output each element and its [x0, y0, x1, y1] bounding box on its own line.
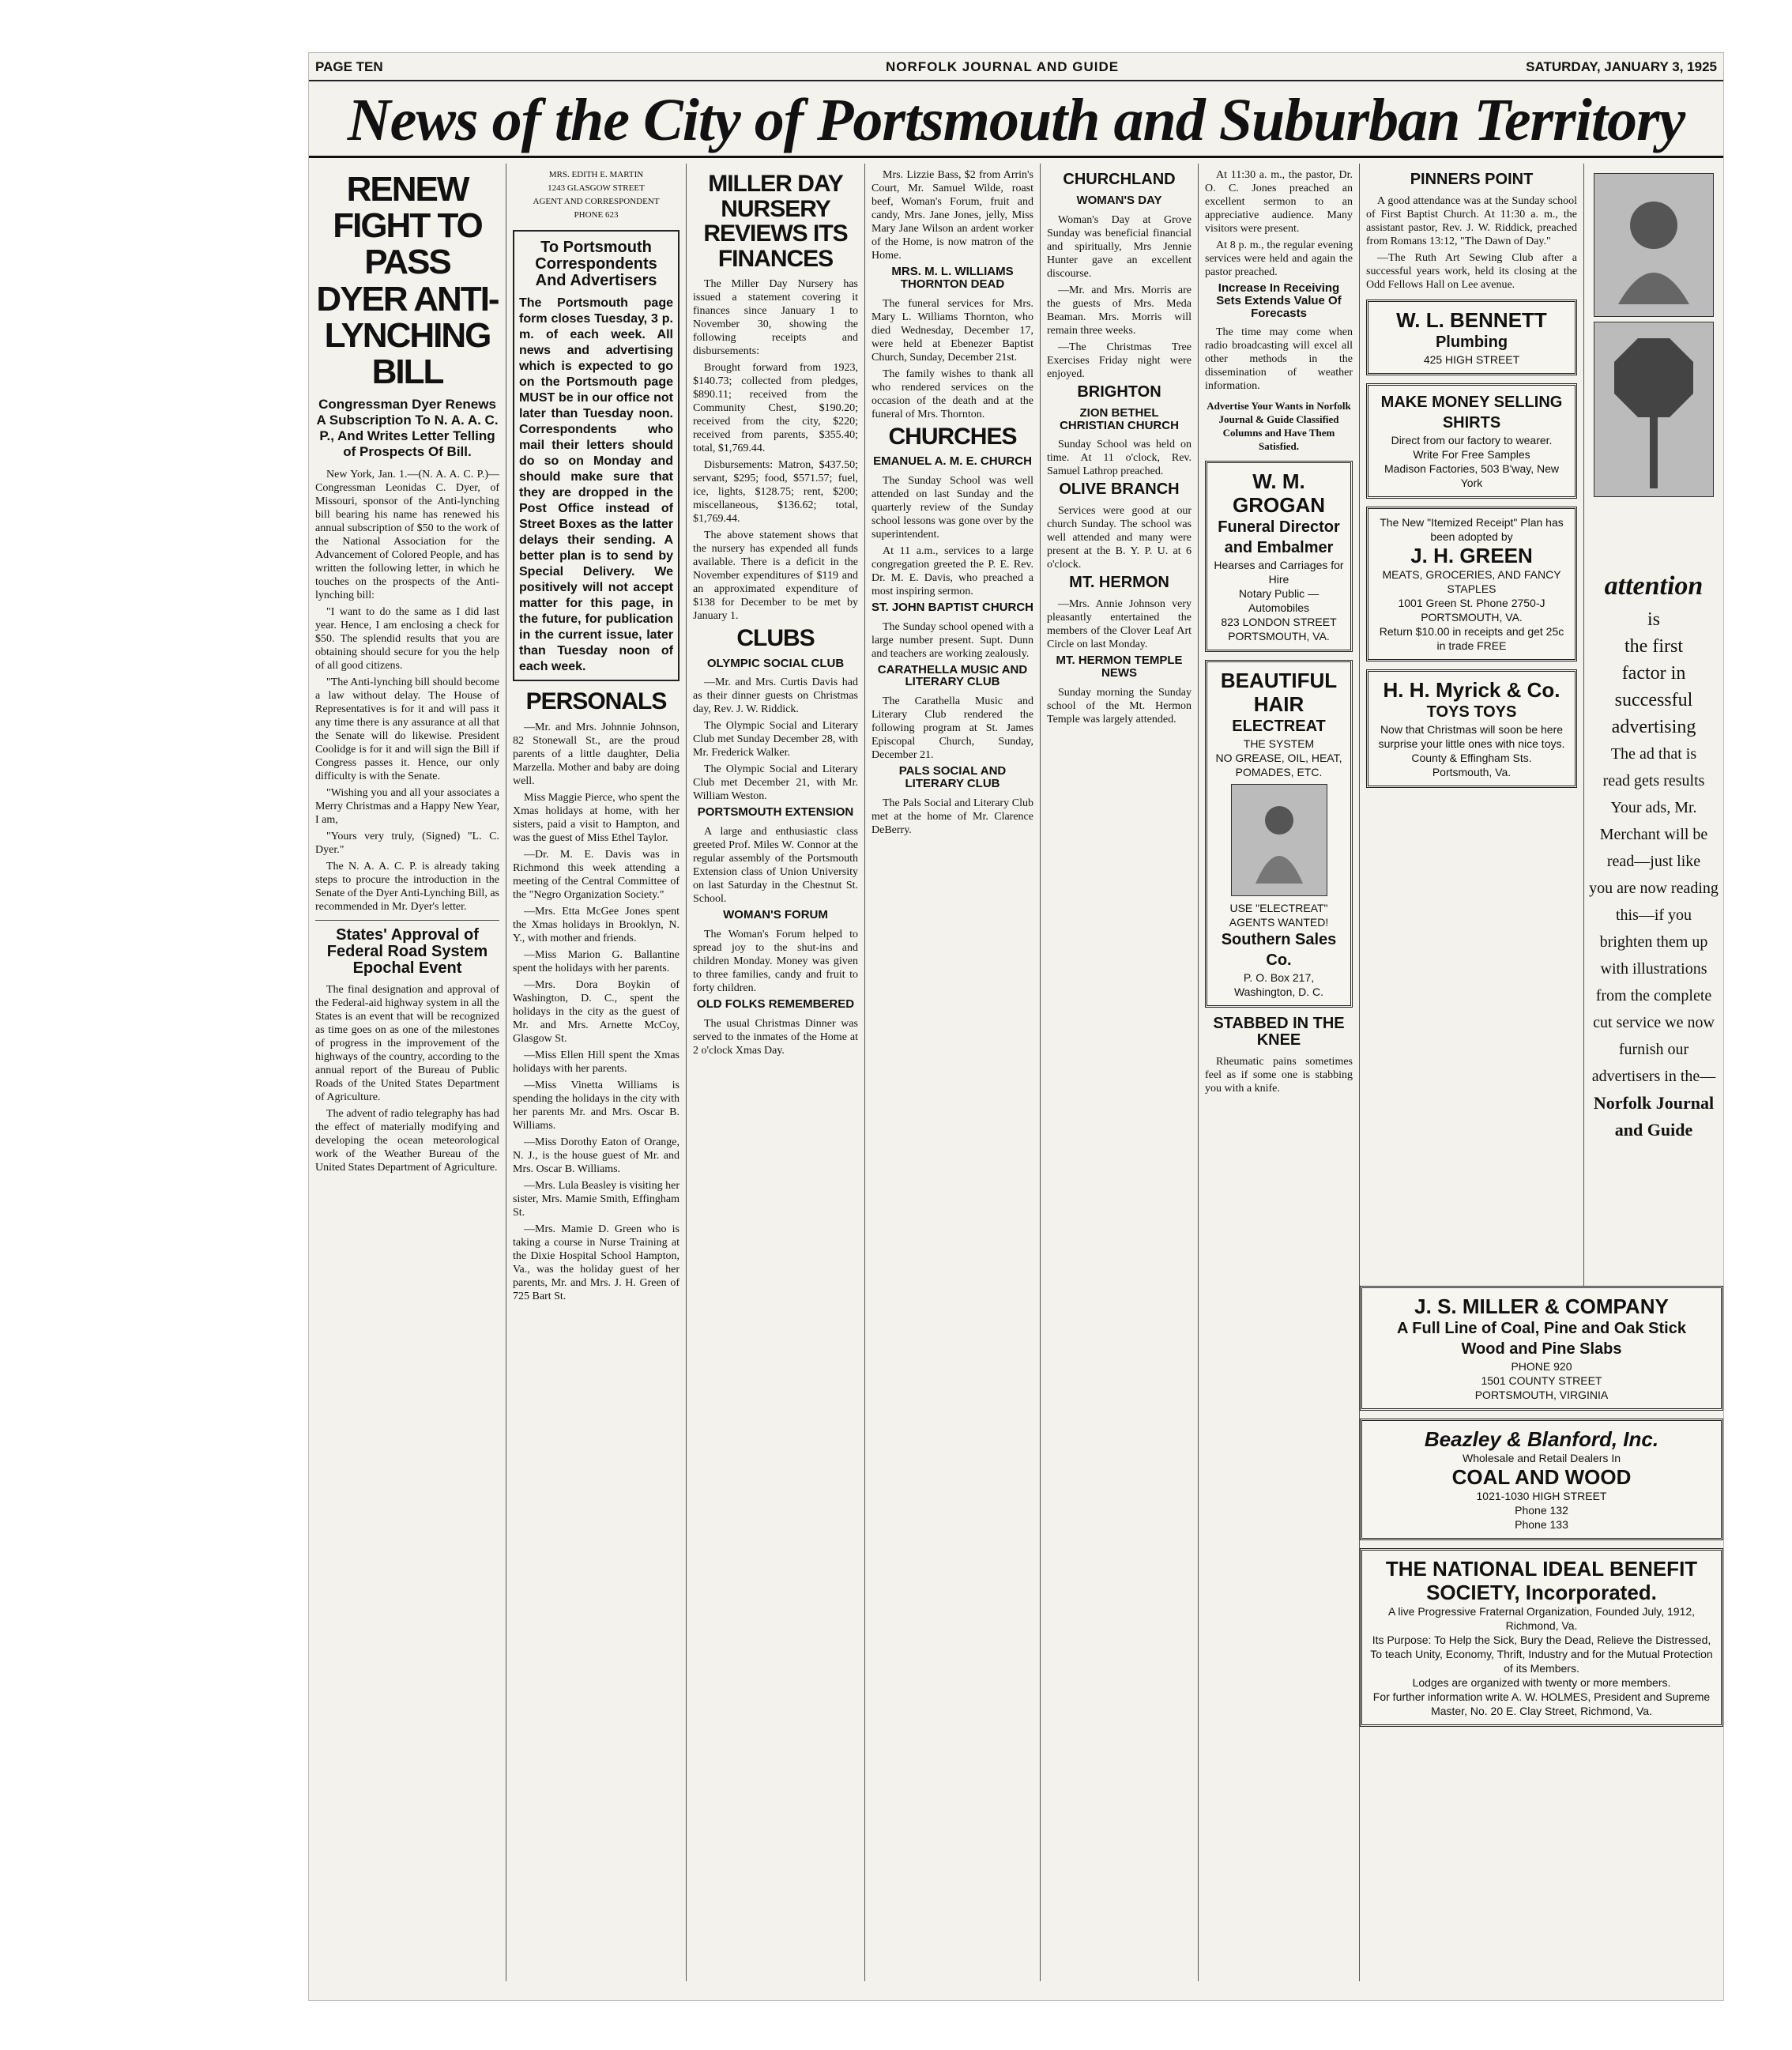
churchland-subhead: WOMAN'S DAY [1076, 194, 1162, 207]
correspondent-name: MRS. EDITH E. MARTIN [548, 170, 644, 179]
article-paragraph: "I want to do the same as I did last year. Hence, I am enclosing a check for $50. The splendid results that you are obtaining should secure for you the help of all good citizens. [315, 606, 499, 673]
olive-branch-headline: OLIVE BRANCH [1059, 480, 1180, 499]
article-paragraph: Disbursements: Matron, $437.50; servant, $295; food, $571.57; fuel, ice, lights, $128.75; rent, $200; miscellaneous, $136.62; total, $1,769.44. [693, 459, 858, 525]
article-paragraph: At 8 p. m., the regular evening services were held and again the pastor preached. [1205, 239, 1353, 278]
club-item: The Olympic Social and Literary Club met December 21, with Mr. William Weston. [693, 763, 858, 803]
article-paragraph: —The Christmas Tree Exercises Friday night were enjoyed. [1047, 341, 1192, 380]
correspondent-phone: PHONE 623 [574, 210, 619, 220]
nursery-headline: MILLER DAY NURSERY REVIEWS ITS FINANCES [703, 171, 848, 272]
club-item: —Mr. and Mrs. Curtis Davis had as their dinner guests on Christmas day, Rev. J. W. Riddick. [693, 676, 858, 716]
miller-coal-ad: J. S. MILLER & COMPANY A Full Line of Coal, Pine and Oak Stick Wood and Pine Slabs PHONE 920 1501 COUNTY STREET PORTSMOUTH, VIRGINIA [1360, 1286, 1723, 1411]
bennett-ad: W. L. BENNETT Plumbing 425 HIGH STREET [1366, 300, 1577, 375]
portrait-photo-icon [1594, 173, 1714, 317]
column-2 [506, 164, 687, 1981]
personal-item: —Miss Dorothy Eaton of Orange, N. J., is the house guest of Mr. and Mrs. Oscar B. Williams. [513, 1136, 680, 1175]
article-paragraph: "Wishing you and all your associates a Merry Christmas and a Happy New Year, I am, [315, 787, 499, 827]
wide-ads [1360, 1286, 1723, 1735]
article-paragraph: Rheumatic pains sometimes feel as if some one is stabbing you with a knife. [1205, 1056, 1353, 1095]
correspondent-address: 1243 GLASGOW STREET [548, 183, 645, 193]
brighton-subhead: ZION BETHEL CHRISTIAN CHURCH [1060, 405, 1179, 432]
issue-date: SATURDAY, JANUARY 3, 1925 [1526, 59, 1717, 74]
beazley-ad: Beazley & Blanford, Inc. Wholesale and Retail Dealers In COAL AND WOOD 1021-1030 HIGH STREET Phone 132 Phone 133 [1360, 1419, 1723, 1540]
article-paragraph: The above statement shows that the nursery has expended all funds available. There is a deficit in the November expenditures of $119 and an approximated expenditure of $138 for December to be met by January 1. [693, 529, 858, 622]
article-paragraph: At 11 a.m., services to a large congregation greeted the P. E. Rev. Dr. M. E. Davis, who preached a most inspiring sermon. [872, 545, 1033, 597]
personal-item: —Mrs. Lula Beasley is visiting her sister, Mrs. Mamie Smith, Effingham St. [513, 1179, 680, 1219]
pals-headline: PALS SOCIAL AND LITERARY CLUB [898, 764, 1007, 790]
personal-item: —Dr. M. E. Davis was in Richmond this week attending a meeting of the Central Committee of the "Negro Organization Society." [513, 848, 680, 901]
masthead [309, 53, 1723, 81]
obituary-headline: MRS. M. L. WILLIAMS THORNTON DEAD [891, 265, 1014, 291]
column-4 [865, 164, 1041, 1981]
shirts-ad: MAKE MONEY SELLING SHIRTS Direct from our factory to wearer. Write For Free Samples Madison Factories, 503 B'way, New York [1366, 383, 1577, 499]
article-paragraph: —Mr. and Mrs. Morris are the guests of Mrs. Meda Beaman. Mrs. Morris will remain three weeks. [1047, 284, 1192, 337]
article-paragraph: "Yours very truly, (Signed) "L. C. Dyer." [315, 831, 499, 857]
st-john-headline: ST. JOHN BAPTIST CHURCH [872, 600, 1034, 614]
paper-name: NORFOLK JOURNAL AND GUIDE [886, 59, 1120, 74]
club-item: The Olympic Social and Literary Club met Sunday December 28, with Mr. Frederick Walker. [693, 720, 858, 759]
article-paragraph: The Miller Day Nursery has issued a statement covering it finances since January 1 to November 30, showing the following receipts and disbursements: [693, 278, 858, 357]
article-paragraph: The family wishes to thank all who rendered services on the occasion of the death and at the funeral of Mrs. Thornton. [872, 367, 1033, 420]
grogan-title: Funeral Director and Embalmer [1218, 518, 1340, 557]
personal-item: —Miss Vinetta Williams is spending the holidays in the city with her parents Mr. and Mrs. Oscar B. Williams. [513, 1079, 680, 1132]
article-paragraph: Woman's Day at Grove Sunday was beneficial financial and spiritually, Mrs Jennie Hunter gave an excellent discourse. [1047, 213, 1192, 280]
carathella-headline: CARATHELLA MUSIC AND LITERARY CLUB [877, 662, 1028, 689]
article-paragraph: The usual Christmas Dinner was served to the inmates of the Home at 2 o'clock Xmas Day. [693, 1017, 858, 1057]
green-ad: The New "Itemized Receipt" Plan has been adopted by J. H. GREEN MEATS, GROCERIES, AND FANCY STAPLES 1001 Green St. Phone 2750-J PORTSMOUTH, VA. Return $10.00 in receipts and get 25c in trade FREE [1366, 507, 1577, 661]
personal-item: —Mrs. Dora Boykin of Washington, D. C., spent the holidays in the city as the guest of Mr. and Mrs. Arnette McCoy, Glasgow St. [513, 978, 680, 1045]
page-banner: News of the City of Portsmouth and Suburban Territory [309, 85, 1723, 158]
article-paragraph: New York, Jan. 1.—(N. A. A. C. P.)—Congressman Leonidas C. Dyer, of Missouri, sponsor of the Anti-lynching bill bearing his name has renewed his annual subscription of $50 to the work of the National Association for the Advancement of Colored People, and has written the following letter, in which he touches on the prospects of the Anti-lynching bill: [315, 469, 499, 602]
clubs-headline: CLUBS [736, 625, 815, 651]
lead-deck: Congressman Dyer Renews A Subscription To N. A. A. C. P., And Writes Letter Telling of Prospects Of Bill. [316, 397, 499, 460]
article-paragraph: —Mrs. Annie Johnson very pleasantly entertained the members of the Clover Leaf Art Circle on last Monday. [1047, 598, 1192, 651]
article-paragraph: The time may come when radio broadcasting will excel all other methods in the dissemination of weather information. [1205, 326, 1353, 393]
article-paragraph: The Carathella Music and Literary Club rendered the following program at St. James Episcopal Church, Sunday, December 21. [872, 695, 1033, 761]
column-1 [309, 164, 506, 1981]
article-paragraph: —The Ruth Art Sewing Club after a successful years work, held its closing at the Odd Fellows Hall on Lee avenue. [1366, 252, 1577, 291]
personal-item: Miss Maggie Pierce, who spent the Xmas holidays at home, with her sisters, paid a visit to Hampton, and was the guest of Miss Ethel Taylor. [513, 791, 680, 844]
temple-headline: MT. HERMON TEMPLE NEWS [1056, 654, 1183, 680]
column-7 [1360, 164, 1584, 1286]
article-paragraph: The advent of radio telegraphy has had the effect of materially modifying and developing the ocean meteorological work of the Weather Bureau of the United States Department of Agriculture. [315, 1108, 499, 1174]
article-paragraph: The Pals Social and Literary Club met at the home of Mr. Clarence DeBerry. [872, 797, 1033, 836]
column-3 [687, 164, 865, 1981]
extension-headline: PORTSMOUTH EXTENSION [697, 805, 854, 820]
notice-headline: To Portsmouth Correspondents And Advertisers [535, 239, 657, 289]
article-paragraph: A large and enthusiastic class greeted Prof. Miles W. Connor at the regular assembly of the Portsmouth Extension class of Union University on last Saturday in the Chestnut St. School. [693, 826, 858, 905]
portrait-column [1584, 164, 1723, 559]
attention-ad: attention is the first factor in successful advertising The ad that is read gets results Your ads, Mr. Merchant will be read—just like you are now reading this—if you brighten them up with illustrations from the complete cut service we now furnish our advertisers in the— Norfolk Journal and Guide [1584, 567, 1723, 1341]
clubs-subhead: OLYMPIC SOCIAL CLUB [706, 656, 845, 670]
churches-subhead: EMANUEL A. M. E. CHURCH [873, 454, 1032, 468]
knee-headline: STABBED IN THE KNEE [1213, 1015, 1345, 1049]
old-folks-headline: OLD FOLKS REMEMBERED [696, 997, 855, 1011]
article-paragraph: "The Anti-lynching bill should become a law without delay. The House of Representatives is for it and will pass it any time there is any assurance at all that the Senate will do likewise. President Coolidge is for it and will sign the Bill if Congress passes it. Hence, our only difficulty is with the Senate. [315, 676, 499, 783]
column-6 [1199, 164, 1360, 1981]
grogan-name: W. M. GROGAN [1233, 469, 1325, 518]
article-paragraph: Sunday morning the Sunday school of the Mt. Hermon Temple was largely attended. [1047, 686, 1192, 725]
pinners-point-headline: PINNERS POINT [1410, 171, 1534, 188]
mt-hermon-headline: MT. HERMON [1069, 574, 1169, 592]
article-paragraph: The Sunday school opened with a large number present. Supt. Dunn and teachers are working zealously. [872, 620, 1033, 660]
personal-item: —Miss Ellen Hill spent the Xmas holidays with her parents. [513, 1049, 680, 1075]
personal-item: —Mr. and Mrs. Johnnie Johnson, 82 Stonewall St., are the proud parents of a little daughter, Delia Marzella. Mother and baby are doing well. [513, 721, 680, 787]
personal-item: —Mrs. Etta McGee Jones spent the Xmas holidays in Brooklyn, N. Y., with mother and friends. [513, 905, 680, 944]
beautiful-hair-ad: BEAUTIFUL HAIR ELECTREAT THE SYSTEM NO GREASE, OIL, HEAT, POMADES, ETC. USE "ELECTREAT" AGENTS WANTED! Southern Sales Co. P. O. Box 217, Washington, D. C. [1205, 660, 1353, 1008]
churchland-headline: CHURCHLAND [1063, 171, 1176, 188]
radio-headline: Increase In Receiving Sets Extends Value Of Forecasts [1216, 281, 1342, 320]
myrick-ad: H. H. Myrick & Co. TOYS TOYS Now that Christmas will soon be here surprise your little ones with nice toys. County & Effingham Sts. Portsmouth, Va. [1366, 669, 1577, 788]
article-paragraph: The N. A. A. C. P. is already taking steps to procure the introduction in the Senate of the Dyer Anti-Lynching Bill, as recommended in Mr. Dyer's letter. [315, 861, 499, 914]
notice-box [513, 230, 680, 681]
woman-illustration-icon [1231, 784, 1327, 896]
article-paragraph: Services were good at our church Sunday. The school was well attended and many were present at the B. Y. P. U. at 6 o'clock. [1047, 505, 1192, 571]
grogan-ad: W. M. GROGAN Funeral Director and Embalmer Hearses and Carriages for Hire Notary Public — Automobiles 823 LONDON STREET PORTSMOUTH, VA. [1205, 461, 1353, 652]
article-paragraph: The final designation and approval of the Federal-aid highway system in all the States is an event that will be recognized as time goes on as one of the milestones of progress in the improvement of the highways of the country, according to the annual report of the Bureau of Public Roads of the United States Department of Agriculture. [315, 984, 499, 1104]
personal-item: —Miss Marion G. Ballantine spent the holidays with her parents. [513, 948, 680, 974]
notice-text: The Portsmouth page form closes Tuesday, 3 p. m. of each week. All news and advertising which is expected to go on the Portsmouth page MUST be in our office not later than Tuesday noon. Correspondents who mail their letters should do so on Monday and should make sure that they are dropped in the Post Office instead of Street Boxes as the latter delays their sending. A better plan is to send by Special Delivery. We positively will not accept matter for this page, in the future, for publication in the current issue, later than Tuesday noon of each week. [519, 296, 673, 673]
article-paragraph: Mrs. Lizzie Bass, $2 from Arrin's Court, Mr. Samuel Wilde, roast beef, Woman's Forum, fruit and candy, Mrs. Jane Jones, jelly, Miss Mary Jane Wilson an ardent worker of the Home, is now matron of the Home. [872, 169, 1033, 262]
personal-item: —Mrs. Mamie D. Green who is taking a course in Nurse Training at the Dixie Hospital School Hampton, Va., was the holiday guest of her parents, Mr. and Mrs. J. H. Green of 725 Bart St. [513, 1223, 680, 1302]
article-paragraph: Sunday School was held on time. At 11 o'clock, Rev. Samuel Lathrop preached. [1047, 439, 1192, 478]
brighton-headline: BRIGHTON [1077, 382, 1161, 401]
headline-roads: States' Approval of Federal Road System Epochal Event [326, 926, 488, 978]
article-paragraph: The funeral services for Mrs. Mary L. Williams Thornton, who died Wednesday, December 17, were held at Ebenezer Baptist Church, Sunday, December 21st. [872, 297, 1033, 364]
article-paragraph: The Woman's Forum helped to spread joy to the shut-ins and children Monday. Money was given to three families, candy and fruit to forty children. [693, 928, 858, 994]
stop-sign-cartoon-icon [1594, 322, 1714, 497]
lead-headline: RENEW FIGHT TO PASS DYER ANTI-LYNCHING BILL [316, 170, 499, 391]
churches-headline: CHURCHES [888, 423, 1017, 450]
article-paragraph: The Sunday School was well attended on last Sunday and the quarterly review of the Sunday school lessons was gone over by the superintendent. [872, 474, 1033, 541]
ideal-benefit-ad: THE NATIONAL IDEAL BENEFIT SOCIETY, Incorporated. A live Progressive Fraternal Organization, Founded July, 1912, Richmond, Va. Its Purpose: To Help the Sick, Bury the Dead, Relieve the Distressed, To teach Unity, Economy, Thrift, Industry and for the Mutual Protection of its Members. Lodges are organized with twenty or more members. For further information write A. W. HOLMES, President and Supreme Master, No. 20 E. Clay Street, Richmond, Va. [1360, 1548, 1723, 1727]
correspondent-role: AGENT AND CORRESPONDENT [533, 197, 660, 206]
page-number: PAGE TEN [315, 59, 383, 74]
article-paragraph: At 11:30 a. m., the pastor, Dr. O. C. Jones preached an excellent sermon to an appreciative audience. Many visitors were present. [1205, 169, 1353, 235]
column-5 [1041, 164, 1199, 1981]
advertise-note: Advertise Your Wants in Norfolk Journal & Guide Classified Columns and Have Them Satisfied. [1207, 400, 1351, 453]
attention-word: attention [1604, 571, 1704, 601]
forum-headline: WOMAN'S FORUM [723, 908, 828, 921]
article-paragraph: A good attendance was at the Sunday school of First Baptist Church. At 11:30 a. m., the assistant pastor, Rev. J. W. Riddick, preached from Romans 13:12, "The Dawn of Day." [1366, 195, 1577, 247]
newspaper-page [308, 52, 1724, 2001]
article-paragraph: Brought forward from 1923, $140.73; collected from pledges, $890.11; received from the Community Chest, $190.20; received from the city, $220; received from parents, $355.40; total, $1,769.44. [693, 362, 858, 454]
hair-title: BEAUTIFUL HAIR [1220, 669, 1338, 717]
personals-headline: PERSONALS [525, 688, 667, 714]
